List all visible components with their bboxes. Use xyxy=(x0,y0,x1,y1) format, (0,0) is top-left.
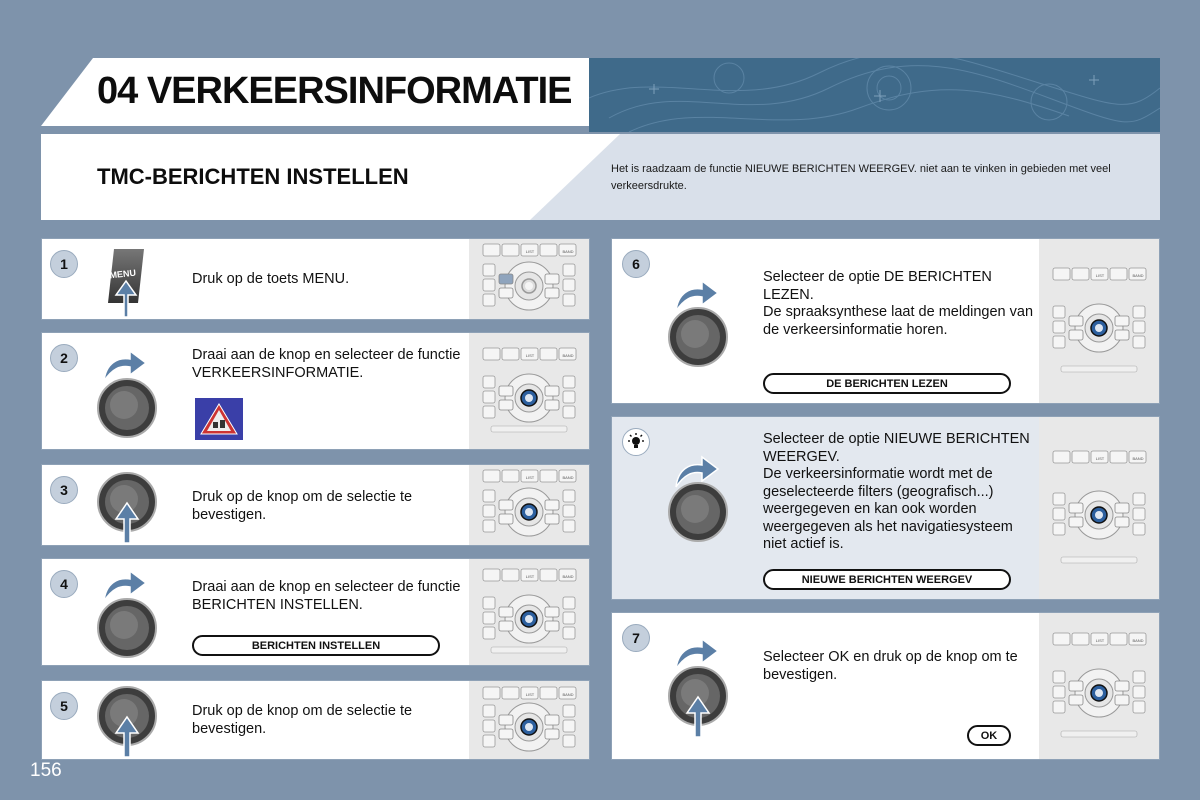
control-list-label: LIST xyxy=(525,475,535,480)
page-number: 156 xyxy=(30,760,62,781)
control-side-button xyxy=(1133,306,1145,318)
control-menu-key xyxy=(1069,681,1083,691)
control-side-button xyxy=(563,735,575,747)
step-number-badge: 7 xyxy=(622,624,650,652)
control-side-key xyxy=(545,715,559,725)
control-side-button xyxy=(1133,701,1145,713)
rotary-knob-icon xyxy=(667,306,729,368)
control-side-button xyxy=(483,490,495,502)
control-side-button xyxy=(1053,321,1065,333)
control-band-label: BAND xyxy=(1132,273,1144,278)
step-1-panel xyxy=(41,238,590,320)
control-side-key xyxy=(545,607,559,617)
control-side-key xyxy=(545,274,559,284)
step-number-badge: 4 xyxy=(50,570,78,598)
step-7-panel xyxy=(611,612,1160,760)
step-instruction: Selecteer de optie DE BERICHTEN LEZEN. De spraaksynthese laat de meldingen van de verkeersinformatie horen. xyxy=(763,269,1034,338)
control-side-button xyxy=(563,597,575,609)
step-3-panel xyxy=(41,464,590,546)
control-band-label: BAND xyxy=(562,353,574,358)
radio-control-panel-illustration xyxy=(1039,417,1159,599)
control-bottom-strip xyxy=(491,647,567,653)
control-side-key xyxy=(1115,695,1129,705)
radio-control-panel-illustration xyxy=(1039,239,1159,403)
control-side-key xyxy=(499,288,513,298)
step-instruction: Selecteer de optie NIEUWE BERICHTEN WEERGEV. De verkeersinformatie wordt met de geselecteerde filters (geografisch...) weergegeven en kan ook worden weergegeven als het navigatiesysteem niet actief is. xyxy=(763,431,1030,552)
control-rotary-knob-center xyxy=(525,615,533,623)
control-menu-key xyxy=(499,715,513,725)
control-top-button xyxy=(1072,451,1089,463)
push-knob-icon xyxy=(96,685,158,759)
radio-control-panel-illustration xyxy=(469,333,589,449)
control-top-button xyxy=(540,348,557,360)
tip-step-panel xyxy=(611,416,1160,600)
control-side-button xyxy=(483,505,495,517)
control-list-label: LIST xyxy=(525,249,535,254)
menu-option-berichten-instellen[interactable]: BERICHTEN INSTELLEN xyxy=(192,635,440,656)
control-top-button xyxy=(502,569,519,581)
control-side-button xyxy=(483,264,495,276)
control-side-key xyxy=(1115,681,1129,691)
control-side-button xyxy=(1133,493,1145,505)
control-top-button xyxy=(1110,451,1127,463)
control-band-label: BAND xyxy=(562,249,574,254)
control-side-button xyxy=(1133,686,1145,698)
chapter-title: 04 VERKEERSINFORMATIE xyxy=(97,70,572,112)
control-band-label: BAND xyxy=(562,475,574,480)
control-top-button xyxy=(540,569,557,581)
control-side-button xyxy=(483,612,495,624)
control-top-button xyxy=(1110,268,1127,280)
control-bottom-strip xyxy=(1061,557,1137,563)
control-side-key xyxy=(1069,330,1083,340)
control-top-button xyxy=(1053,633,1070,645)
control-side-button xyxy=(483,720,495,732)
control-side-button xyxy=(563,520,575,532)
control-side-button xyxy=(563,720,575,732)
control-side-button xyxy=(563,376,575,388)
step-instruction: Draai aan de knop en selecteer de functie BERICHTEN INSTELLEN. xyxy=(192,579,461,613)
control-side-button xyxy=(563,279,575,291)
menu-key-icon xyxy=(106,247,146,319)
control-side-button xyxy=(483,391,495,403)
menu-option-de-berichten-lezen[interactable]: DE BERICHTEN LEZEN xyxy=(763,373,1011,394)
control-rotary-knob-center xyxy=(525,508,533,516)
control-menu-key xyxy=(1069,503,1083,513)
control-top-button xyxy=(1072,633,1089,645)
control-band-label: BAND xyxy=(1132,638,1144,643)
control-bottom-strip xyxy=(491,426,567,432)
control-side-button xyxy=(1133,523,1145,535)
control-top-button xyxy=(483,687,500,699)
radio-control-panel-illustration xyxy=(469,559,589,665)
control-side-button xyxy=(563,490,575,502)
control-side-button xyxy=(1133,336,1145,348)
control-list-label: LIST xyxy=(1095,456,1105,461)
control-side-key xyxy=(545,514,559,524)
control-side-button xyxy=(1133,671,1145,683)
control-side-button xyxy=(1133,508,1145,520)
control-rotary-knob-center xyxy=(1095,324,1103,332)
menu-key-label: MENU xyxy=(108,267,137,281)
control-side-button xyxy=(563,391,575,403)
control-side-key xyxy=(545,500,559,510)
control-side-button xyxy=(483,705,495,717)
control-side-key xyxy=(545,621,559,631)
control-side-key xyxy=(499,514,513,524)
tip-lightbulb-badge xyxy=(622,428,650,456)
control-menu-key xyxy=(499,607,513,617)
control-bottom-strip xyxy=(1061,366,1137,372)
control-menu-key xyxy=(499,274,513,284)
control-rotary-knob-center xyxy=(1095,511,1103,519)
radio-control-panel-illustration xyxy=(1039,613,1159,759)
control-side-button xyxy=(1053,671,1065,683)
lightbulb-icon xyxy=(627,433,645,451)
push-knob-icon xyxy=(96,471,158,545)
step-instruction: Druk op de knop om de selectie te bevestigen. xyxy=(192,703,413,737)
section-title: TMC-BERICHTEN INSTELLEN xyxy=(97,164,409,189)
control-menu-key xyxy=(499,500,513,510)
control-rotary-knob-center xyxy=(525,394,533,402)
traffic-warning-icon xyxy=(195,398,243,440)
section-note: Het is raadzaam de functie NIEUWE BERICHTEN WEERGEV. niet aan te vinken in gebieden met veel verkeersdrukte. xyxy=(611,163,1111,192)
control-side-key xyxy=(499,729,513,739)
control-top-button xyxy=(483,348,500,360)
control-side-button xyxy=(483,735,495,747)
control-list-label: LIST xyxy=(1095,273,1105,278)
control-top-button xyxy=(540,244,557,256)
control-top-button xyxy=(502,687,519,699)
control-side-button xyxy=(563,612,575,624)
step-2-panel xyxy=(41,332,590,450)
control-top-button xyxy=(540,470,557,482)
control-band-label: BAND xyxy=(562,574,574,579)
control-side-button xyxy=(1053,508,1065,520)
control-list-label: LIST xyxy=(1095,638,1105,643)
control-side-key xyxy=(545,386,559,396)
step-instruction: Draai aan de knop en selecteer de functie VERKEERSINFORMATIE. xyxy=(192,347,461,381)
radio-control-panel-illustration xyxy=(469,465,589,545)
control-side-button xyxy=(483,627,495,639)
control-side-button xyxy=(483,597,495,609)
control-side-button xyxy=(483,279,495,291)
control-list-label: LIST xyxy=(525,353,535,358)
control-side-button xyxy=(1053,523,1065,535)
control-top-button xyxy=(1110,633,1127,645)
control-rotary-knob-center xyxy=(525,723,533,731)
control-menu-key xyxy=(499,386,513,396)
push-knob-icon xyxy=(667,665,729,739)
control-side-button xyxy=(1053,686,1065,698)
control-side-button xyxy=(563,264,575,276)
control-side-key xyxy=(545,400,559,410)
control-side-button xyxy=(1133,321,1145,333)
control-side-button xyxy=(483,520,495,532)
control-side-key xyxy=(499,621,513,631)
control-side-button xyxy=(563,294,575,306)
header-decor-band xyxy=(589,58,1160,132)
control-side-key xyxy=(545,729,559,739)
step-number-badge: 3 xyxy=(50,476,78,504)
step-number-badge: 5 xyxy=(50,692,78,720)
control-side-button xyxy=(563,627,575,639)
radio-control-panel-illustration xyxy=(469,239,589,319)
control-menu-key xyxy=(1069,316,1083,326)
step-4-panel xyxy=(41,558,590,666)
rotary-knob-icon xyxy=(96,597,158,659)
control-side-button xyxy=(1053,306,1065,318)
control-side-key xyxy=(1115,316,1129,326)
control-side-key xyxy=(1115,517,1129,527)
control-side-key xyxy=(1069,695,1083,705)
step-5-panel xyxy=(41,680,590,760)
control-top-button xyxy=(1053,268,1070,280)
control-top-button xyxy=(1053,451,1070,463)
control-top-button xyxy=(483,470,500,482)
control-list-label: LIST xyxy=(525,692,535,697)
control-top-button xyxy=(1072,268,1089,280)
step-instruction: Selecteer OK en druk op de knop om te bevestigen. xyxy=(763,649,1018,683)
step-number-badge: 1 xyxy=(50,250,78,278)
control-side-button xyxy=(483,376,495,388)
control-top-button xyxy=(540,687,557,699)
step-instruction: Druk op de toets MENU. xyxy=(192,271,350,287)
control-band-label: BAND xyxy=(1132,456,1144,461)
control-band-label: BAND xyxy=(562,692,574,697)
control-list-label: LIST xyxy=(525,574,535,579)
control-top-button xyxy=(502,348,519,360)
control-side-key xyxy=(499,400,513,410)
rotary-knob-icon xyxy=(96,377,158,439)
control-top-button xyxy=(502,244,519,256)
control-side-button xyxy=(563,505,575,517)
control-top-button xyxy=(483,569,500,581)
control-top-button xyxy=(483,244,500,256)
step-number-badge: 2 xyxy=(50,344,78,372)
control-side-button xyxy=(1053,701,1065,713)
radio-control-panel-illustration xyxy=(469,681,589,759)
menu-option-nieuwe-berichten-weergev[interactable]: NIEUWE BERICHTEN WEERGEV xyxy=(763,569,1011,590)
step-6-panel xyxy=(611,238,1160,404)
rotary-knob-icon xyxy=(667,481,729,543)
control-side-key xyxy=(1069,517,1083,527)
ok-option[interactable]: OK xyxy=(967,725,1011,746)
control-side-button xyxy=(483,406,495,418)
control-side-button xyxy=(563,406,575,418)
control-side-button xyxy=(563,705,575,717)
control-side-button xyxy=(1053,336,1065,348)
control-rotary-knob-center xyxy=(1095,689,1103,697)
step-number-badge: 6 xyxy=(622,250,650,278)
step-instruction: Druk op de knop om de selectie te bevestigen. xyxy=(192,489,413,523)
control-side-button xyxy=(1053,493,1065,505)
control-side-button xyxy=(483,294,495,306)
control-rotary-knob-center xyxy=(525,282,533,290)
control-side-key xyxy=(1115,503,1129,513)
control-bottom-strip xyxy=(1061,731,1137,737)
control-side-key xyxy=(1115,330,1129,340)
control-top-button xyxy=(502,470,519,482)
control-side-key xyxy=(545,288,559,298)
